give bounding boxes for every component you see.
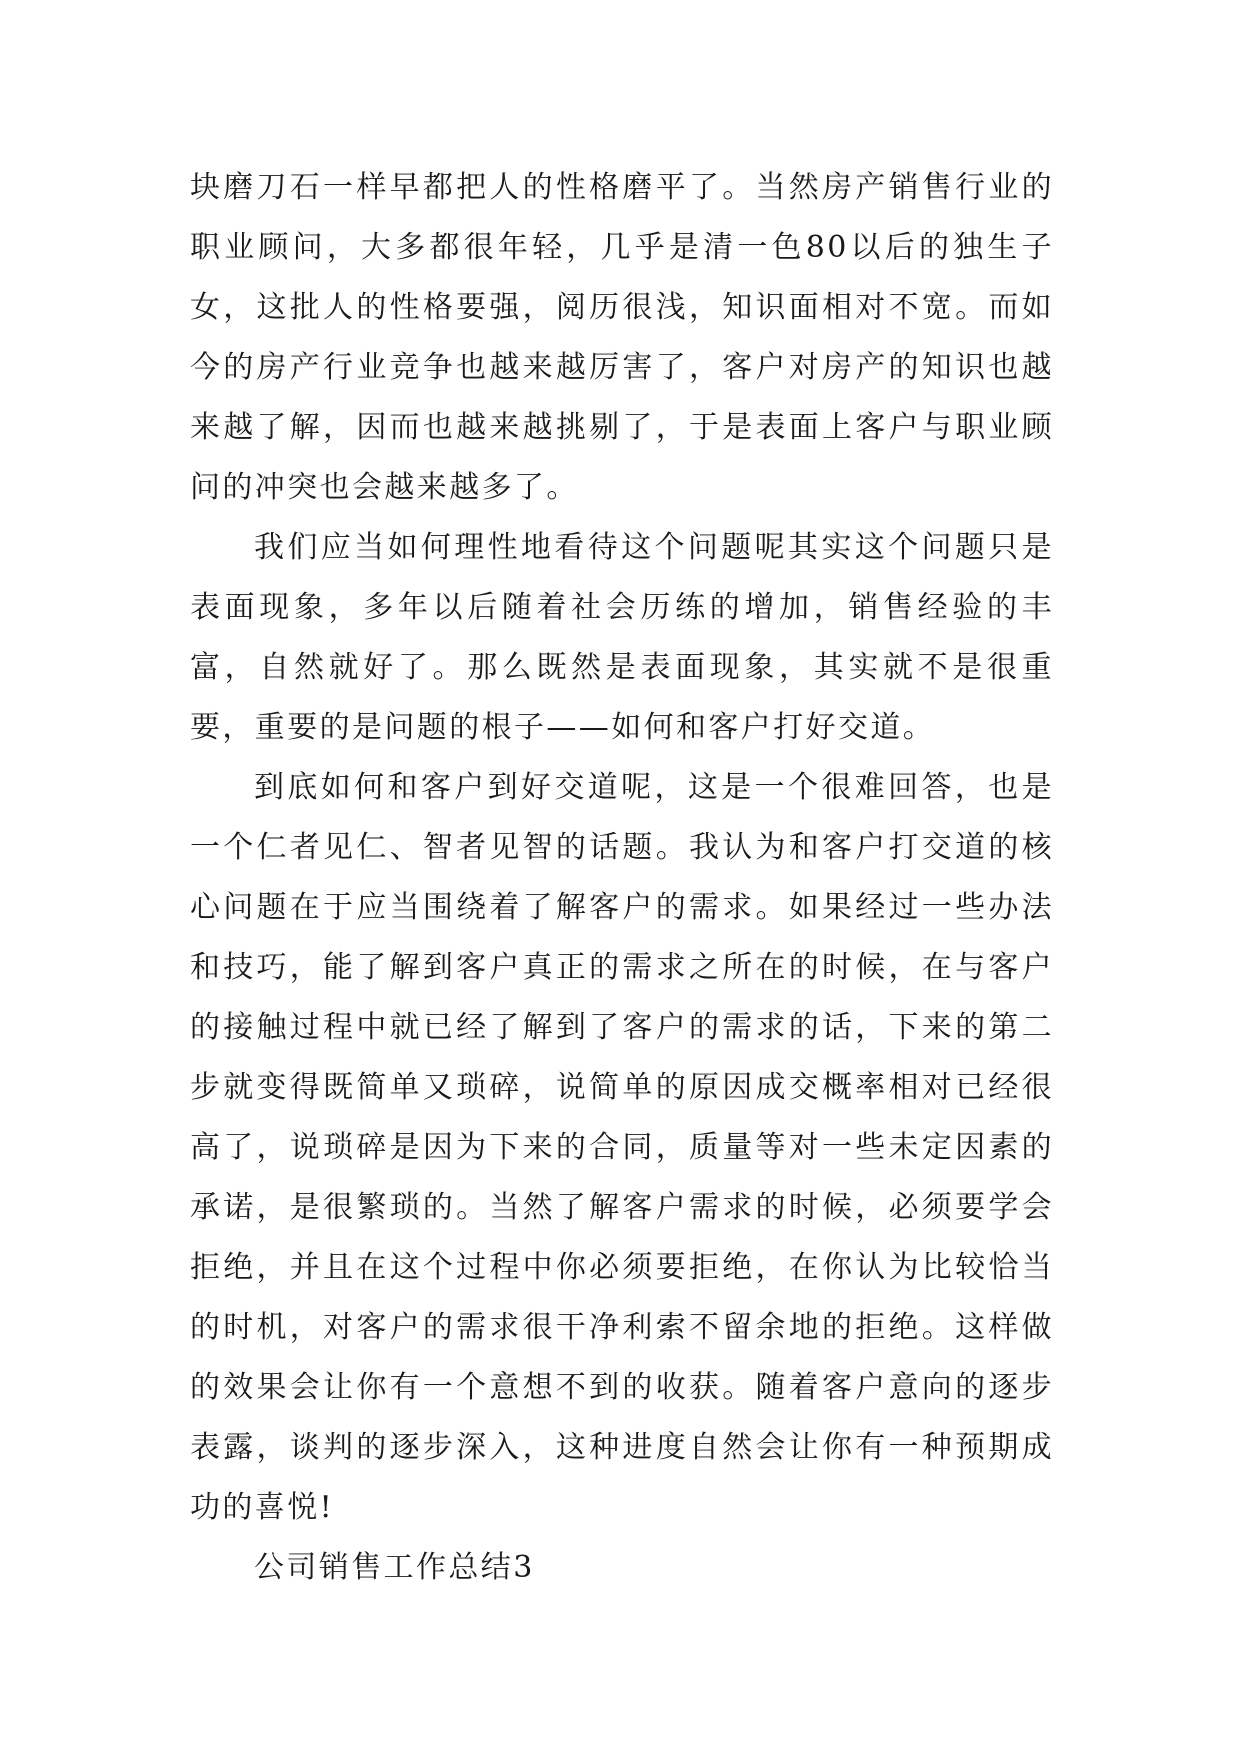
paragraph-rational-view: 我们应当如何理性地看待这个问题呢其实这个问题只是表面现象，多年以后随着社会历练的增加，销售经验的丰富，自然就好了。那么既然是表面现象，其实就不是很重要，重要的是问题的根子——如何和客户打好交道。 <box>190 530 1054 745</box>
paragraph-continuation: 块磨刀石一样早都把人的性格磨平了。当然房产销售行业的职业顾问，大多都很年轻，几乎是清一色80以后的独生子女，这批人的性格要强，阅历很浅，知识面相对不宽。而如今的房产行业竞争也越来越厉害了，客户对房产的知识也越来越了解，因而也越来越挑剔了，于是表面上客户与职业顾问的冲突也会越来越多了。 <box>190 170 1054 505</box>
paragraph-customer-needs: 到底如何和客户到好交道呢，这是一个很难回答，也是一个仁者见仁、智者见智的话题。我认为和客户打交道的核心问题在于应当围绕着了解客户的需求。如果经过一些办法和技巧，能了解到客户真正的需求之所在的时候，在与客户的接触过程中就已经了解到了客户的需求的话，下来的第二步就变得既简单又琐碎，说简单的原因成交概率相对已经很高了，说琐碎是因为下来的合同，质量等对一些未定因素的承诺，是很繁琐的。当然了解客户需求的时候，必须要学会拒绝，并且在这个过程中你必须要拒绝，在你认为比较恰当的时机，对客户的需求很干净利索不留余地的拒绝。这样做的效果会让你有一个意想不到的收获。随着客户意向的逐步表露，谈判的逐步深入，这种进度自然会让你有一种预期成功的喜悦! <box>190 770 1054 1525</box>
document-body <box>190 158 1054 1598</box>
section-heading: 公司销售工作总结3 <box>254 1550 535 1585</box>
